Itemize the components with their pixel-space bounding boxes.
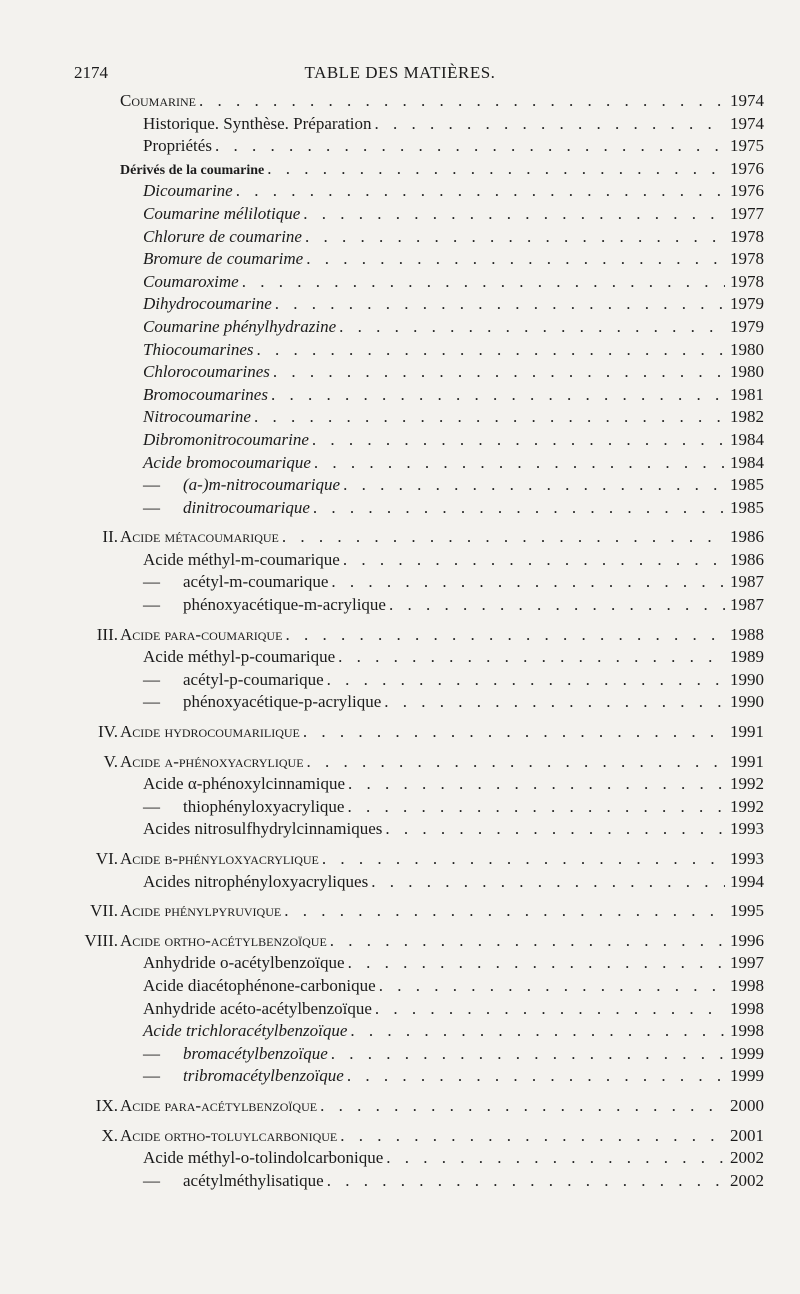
page-header	[0, 63, 800, 87]
entry-page-number: 1979	[730, 294, 764, 314]
entry-title: Acide trichloracétylbenzoïque	[143, 1021, 348, 1041]
dot-leader	[320, 1095, 725, 1118]
toc-entry	[0, 848, 800, 871]
entry-title: Chlorocoumarines	[143, 362, 270, 382]
toc-entry	[0, 158, 800, 181]
entry-page-number: 1976	[730, 158, 764, 178]
toc-entry	[0, 721, 800, 744]
dot-leader	[284, 900, 725, 923]
entry-page-number: 1987	[730, 595, 764, 615]
entry-title: Acide méthyl-p-coumarique	[143, 647, 336, 667]
toc-entry	[0, 293, 800, 316]
entry-title: acétylméthylisatique	[183, 1170, 324, 1190]
dot-leader	[307, 751, 725, 774]
toc-entry	[0, 871, 800, 894]
entry-page-number: 1987	[730, 572, 764, 592]
entry-title: Coumarine mélilotique	[143, 203, 301, 223]
dot-leader	[271, 384, 725, 407]
entry-title: Historique. Synthèse. Préparation	[143, 113, 372, 133]
toc-entry	[0, 248, 800, 271]
dot-leader	[347, 796, 725, 819]
dot-leader	[254, 406, 725, 429]
entry-page-number: 1991	[730, 722, 764, 742]
dot-leader	[375, 113, 725, 136]
entry-title: Dibromonitrocoumarine	[143, 429, 309, 449]
table-of-contents	[0, 90, 800, 1192]
dot-leader	[331, 1043, 725, 1066]
toc-entry	[0, 952, 800, 975]
entry-page-number: 1984	[730, 429, 764, 449]
entry-page-number: 2001	[730, 1125, 764, 1145]
entry-title: (a-)m-nitrocoumarique	[183, 475, 341, 495]
dot-leader	[322, 848, 725, 871]
toc-entry	[0, 452, 800, 475]
entry-page-number: 1998	[730, 975, 764, 995]
dot-leader	[343, 474, 725, 497]
entry-title: Acide α-phénoxyacrylique	[120, 751, 304, 771]
toc-entry	[0, 497, 800, 520]
entry-page-number: 1974	[730, 91, 764, 110]
entry-page-number: 2002	[730, 1170, 764, 1190]
section-number: IX.	[95, 1095, 118, 1115]
toc-entry	[0, 113, 800, 136]
toc-entry	[0, 339, 800, 362]
dot-leader	[327, 1170, 725, 1193]
dot-leader	[273, 361, 725, 384]
section-number: VII.	[90, 901, 118, 921]
toc-entry	[0, 474, 800, 497]
entry-title: Acides nitrophényloxyacryliques	[143, 871, 369, 891]
entry-page-number: 1986	[730, 527, 764, 547]
toc-entry	[0, 975, 800, 998]
entry-title: Dérivés de la coumarine	[120, 162, 265, 178]
entry-page-number: 1986	[730, 549, 764, 569]
entry-title: Acide hydrocoumarilique	[120, 722, 300, 742]
ditto-dash: —	[143, 572, 160, 592]
dot-leader	[375, 998, 725, 1021]
entry-title: bromacétylbenzoïque	[183, 1043, 328, 1063]
entry-page-number: 1997	[730, 953, 764, 973]
toc-entry	[0, 384, 800, 407]
entry-page-number: 1991	[730, 751, 764, 771]
entry-page-number: 1993	[730, 849, 764, 868]
entry-title: Acide para-acétylbenzoïque	[120, 1095, 318, 1115]
entry-title: tribromacétylbenzoïque	[183, 1066, 344, 1086]
entry-title: phénoxyacétique-m-acrylique	[183, 595, 386, 615]
toc-entry	[0, 271, 800, 294]
dot-leader	[350, 1020, 725, 1043]
dot-leader	[199, 90, 725, 113]
toc-entry	[0, 773, 800, 796]
entry-page-number: 1992	[730, 796, 764, 816]
section-number: VIII.	[84, 930, 118, 950]
entry-page-number: 1995	[730, 901, 764, 921]
toc-entry	[0, 796, 800, 819]
entry-title: Acide bromocoumarique	[143, 452, 311, 472]
dot-leader	[338, 646, 725, 669]
entry-title: Coumarine	[120, 91, 197, 110]
entry-title: Acide ortho-acétylbenzoïque	[120, 930, 327, 950]
ditto-dash: —	[143, 692, 160, 712]
dot-leader	[327, 669, 725, 692]
entry-page-number: 1992	[730, 774, 764, 794]
entry-title: Acide méthyl-m-coumarique	[143, 549, 340, 569]
entry-page-number: 1985	[730, 497, 764, 517]
toc-entry	[0, 594, 800, 617]
dot-leader	[303, 203, 725, 226]
entry-title: Acide para-coumarique	[120, 624, 283, 644]
toc-entry	[0, 549, 800, 572]
ditto-dash: —	[143, 497, 160, 517]
toc-entry	[0, 669, 800, 692]
dot-leader	[348, 773, 725, 796]
section-number: X.	[101, 1125, 118, 1145]
entry-page-number: 1975	[730, 136, 764, 156]
entry-title: Acide métacoumarique	[120, 527, 279, 547]
toc-entry	[0, 1020, 800, 1043]
entry-title: Propriétés	[143, 136, 212, 156]
ditto-dash: —	[143, 669, 160, 689]
entry-page-number: 1980	[730, 339, 764, 359]
dot-leader	[306, 248, 725, 271]
entry-page-number: 1990	[730, 692, 764, 712]
entry-page-number: 2000	[730, 1095, 764, 1115]
toc-entry	[0, 226, 800, 249]
entry-page-number: 1977	[730, 203, 764, 223]
entry-title: acétyl-m-coumarique	[183, 572, 329, 592]
toc-entry	[0, 930, 800, 953]
entry-page-number: 2002	[730, 1148, 764, 1168]
toc-entry	[0, 526, 800, 549]
entry-title: phénoxyacétique-p-acrylique	[183, 692, 382, 712]
entry-page-number: 1990	[730, 669, 764, 689]
entry-title: Acides nitrosulfhydrylcinnamiques	[143, 819, 383, 839]
ditto-dash: —	[143, 796, 160, 816]
entry-page-number: 1974	[730, 113, 764, 133]
entry-title: Anhydride o-acétylbenzoïque	[143, 953, 345, 973]
ditto-dash: —	[143, 1066, 160, 1086]
dot-leader	[339, 316, 725, 339]
toc-entry	[0, 571, 800, 594]
dot-leader	[305, 226, 725, 249]
entry-title: acétyl-p-coumarique	[183, 669, 324, 689]
toc-entry	[0, 1147, 800, 1170]
entry-title: Acide phénylpyruvique	[120, 901, 282, 921]
toc-entry	[0, 203, 800, 226]
dot-leader	[330, 930, 725, 953]
entry-page-number: 1999	[730, 1066, 764, 1086]
entry-page-number: 1999	[730, 1043, 764, 1063]
entry-page-number: 1998	[730, 1021, 764, 1041]
entry-page-number: 1985	[730, 475, 764, 495]
entry-title: Acide β-phényloxyacrylique	[120, 849, 319, 868]
entry-title: Acide α-phénoxylcinnamique	[143, 774, 345, 794]
toc-entry	[0, 624, 800, 647]
dot-leader	[236, 180, 725, 203]
toc-entry	[0, 316, 800, 339]
ditto-dash: —	[143, 595, 160, 615]
entry-page-number: 1988	[730, 624, 764, 644]
toc-entry	[0, 818, 800, 841]
dot-leader	[285, 624, 725, 647]
toc-entry	[0, 180, 800, 203]
toc-entry	[0, 1043, 800, 1066]
dot-leader	[371, 871, 725, 894]
entry-title: Bromocoumarines	[143, 384, 268, 404]
toc-entry	[0, 361, 800, 384]
toc-entry	[0, 1065, 800, 1088]
toc-entry	[0, 646, 800, 669]
entry-title: Acide diacétophénone-carbonique	[143, 975, 376, 995]
entry-title: Thiocoumarines	[143, 339, 254, 359]
ditto-dash: —	[143, 1043, 160, 1063]
toc-entry	[0, 1095, 800, 1118]
dot-leader	[331, 571, 725, 594]
dot-leader	[275, 293, 725, 316]
dot-leader	[257, 339, 726, 362]
dot-leader	[314, 452, 725, 475]
toc-entry	[0, 135, 800, 158]
running-title: TABLE DES MATIÈRES.	[304, 63, 496, 82]
toc-entry	[0, 751, 800, 774]
entry-page-number: 1998	[730, 998, 764, 1018]
dot-leader	[379, 975, 725, 998]
section-number: II.	[102, 527, 118, 547]
entry-page-number: 1980	[730, 362, 764, 382]
toc-entry	[0, 1170, 800, 1193]
entry-title: Coumarine phénylhydrazine	[143, 316, 337, 336]
entry-page-number: 1981	[730, 384, 764, 404]
dot-leader	[215, 135, 725, 158]
dot-leader	[348, 952, 725, 975]
entry-page-number: 1978	[730, 226, 764, 246]
dot-leader	[267, 158, 725, 181]
entry-page-number: 1978	[730, 249, 764, 269]
entry-title: dinitrocoumarique	[183, 497, 310, 517]
entry-title: Acide ortho-toluylcarbonique	[120, 1125, 338, 1145]
dot-leader	[386, 1147, 725, 1170]
toc-entry	[0, 429, 800, 452]
entry-title: Acide méthyl-o-tolindolcarbonique	[143, 1148, 384, 1168]
ditto-dash: —	[143, 1170, 160, 1190]
section-number: V.	[103, 751, 118, 771]
entry-page-number: 1989	[730, 647, 764, 667]
dot-leader	[389, 594, 725, 617]
entry-page-number: 1996	[730, 930, 764, 950]
section-number: VI.	[95, 849, 118, 868]
entry-page-number: 1994	[730, 871, 764, 891]
entry-page-number: 1984	[730, 452, 764, 472]
section-number: III.	[96, 624, 118, 644]
entry-title: Nitrocoumarine	[143, 407, 251, 427]
dot-leader	[340, 1125, 725, 1148]
entry-page-number: 1978	[730, 271, 764, 291]
toc-entry	[0, 406, 800, 429]
dot-leader	[282, 526, 725, 549]
entry-title: thiophényloxyacrylique	[183, 796, 345, 816]
entry-title: Dihydrocoumarine	[143, 294, 272, 314]
ditto-dash: —	[143, 475, 160, 495]
entry-page-number: 1982	[730, 407, 764, 427]
dot-leader	[347, 1065, 725, 1088]
toc-entry	[0, 998, 800, 1021]
entry-page-number: 1976	[730, 181, 764, 201]
entry-page-number: 1979	[730, 316, 764, 336]
toc-entry	[0, 1125, 800, 1148]
dot-leader	[303, 721, 725, 744]
dot-leader	[312, 429, 725, 452]
dot-leader	[242, 271, 725, 294]
section-number: IV.	[98, 722, 118, 742]
dot-leader	[384, 691, 725, 714]
dot-leader	[385, 818, 725, 841]
entry-title: Anhydride acéto-acétylbenzoïque	[143, 998, 372, 1018]
entry-title: Dicoumarine	[143, 181, 233, 201]
toc-entry	[0, 900, 800, 923]
page-number: 2174	[74, 63, 108, 82]
entry-title: Bromure de coumarime	[143, 249, 304, 269]
entry-title: Coumaroxime	[143, 271, 239, 291]
toc-entry	[0, 90, 800, 113]
dot-leader	[313, 497, 725, 520]
dot-leader	[343, 549, 725, 572]
entry-page-number: 1993	[730, 819, 764, 839]
entry-title: Chlorure de coumarine	[143, 226, 302, 246]
toc-entry	[0, 691, 800, 714]
